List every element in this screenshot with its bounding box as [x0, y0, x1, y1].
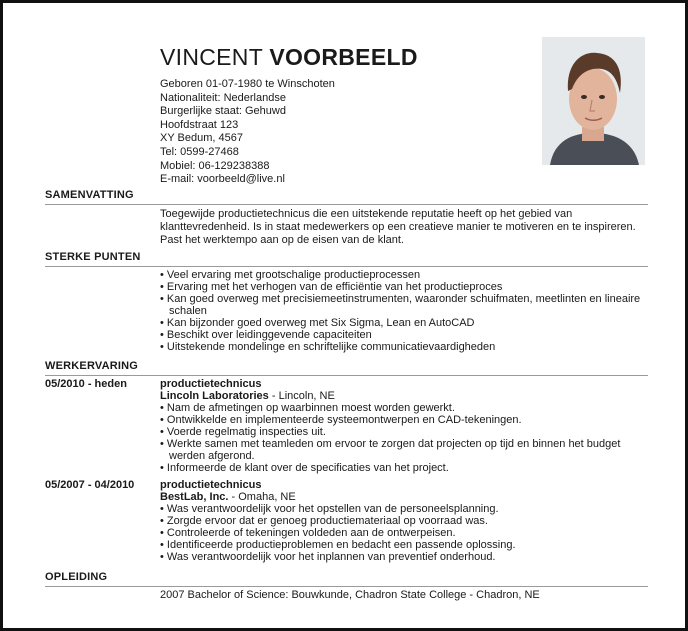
profile-photo [542, 37, 645, 165]
company-location: - Lincoln, NE [268, 390, 335, 402]
list-item: • Kan bijzonder goed overweg met Six Sigma, Lean en AutoCAD [160, 317, 650, 329]
list-item: • Nam de afmetingen op waarbinnen moest worden gewerkt. [160, 402, 650, 414]
candidate-name [160, 44, 418, 71]
job-title: productietechnicus [160, 479, 262, 491]
marital-status: Burgerlijke staat: Gehuwd [160, 105, 286, 118]
job-dates: 05/2010 - heden [45, 378, 127, 390]
job-duties-list [160, 402, 650, 474]
list-item: • Veel ervaring met grootschalige productieprocessen [160, 269, 650, 281]
job-dates: 05/2007 - 04/2010 [45, 479, 135, 491]
list-item: • Ervaring met het verhogen van de efficiëntie van het productieproces [160, 281, 650, 293]
list-item: • Controleerde of tekeningen voldeden aan de ontwerpeisen. [160, 527, 650, 539]
job-entry [160, 378, 650, 474]
contact-block [160, 78, 335, 187]
job-entry [160, 479, 650, 563]
mobile: Mobiel: 06-129238388 [160, 159, 270, 172]
company-location: - Omaha, NE [228, 491, 296, 503]
company-name: BestLab, Inc. [160, 491, 229, 503]
city-postal: XY Bedum, 4567 [160, 132, 243, 145]
nationality: Nationaliteit: Nederlandse [160, 91, 286, 104]
job-company-line [160, 390, 650, 402]
list-item: • Beschikt over leidinggevende capaciteiten [160, 329, 650, 341]
birth-info: Geboren 01-07-1980 te Winschoten [160, 78, 335, 90]
list-item: • Was verantwoordelijk voor het inplannen van preventief onderhoud. [160, 551, 650, 563]
education-text: 2007 Bachelor of Science: Bouwkunde, Chadron State College - Chadron, NE [160, 589, 540, 601]
section-heading-experience: WERKERVARING [45, 360, 139, 372]
list-item: • Informeerde de klant over de specificaties van het project. [160, 462, 650, 474]
first-name: VINCENT [160, 44, 263, 70]
job-duties-list [160, 503, 650, 563]
section-heading-education: OPLEIDING [45, 571, 108, 583]
portrait-icon [542, 37, 645, 165]
list-item: • Identificeerde productieproblemen en bedacht een passende oplossing. [160, 539, 650, 551]
section-divider [45, 266, 648, 267]
section-heading-strengths: STERKE PUNTEN [45, 251, 141, 263]
section-heading-summary: SAMENVATTING [45, 189, 134, 201]
last-name: VOORBEELD [269, 44, 418, 70]
section-divider [45, 375, 648, 376]
strengths-list [160, 269, 650, 353]
list-item: • Ontwikkelde en implementeerde systeemontwerpen en CAD-tekeningen. [160, 414, 650, 426]
email: E-mail: voorbeeld@live.nl [160, 173, 285, 186]
list-item: • Werkte samen met teamleden om ervoor te zorgen dat projecten op tijd en binnen het budget werden afgerond. [160, 438, 650, 462]
list-item: • Zorgde ervoor dat er genoeg productiemateriaal op voorraad was. [160, 515, 650, 527]
street-address: Hoofdstraat 123 [160, 118, 239, 131]
summary-text: Toegewijde productietechnicus die een uitstekende reputatie heeft op het gebied van klanttevredenheid. Is in staat medewerkers op een creatieve manier te motiveren en te inspireren. Past het werktempo aan op de eisen van de klant. [160, 208, 636, 246]
list-item: • Was verantwoordelijk voor het opstellen van de personeelsplanning. [160, 503, 650, 515]
phone: Tel: 0599-27468 [160, 145, 239, 158]
list-item: • Kan goed overweg met precisiemeetinstrumenten, waaronder schuifmaten, meetlinten en lineaire schalen [160, 293, 650, 317]
list-item: • Voerde regelmatig inspecties uit. [160, 426, 650, 438]
job-title: productietechnicus [160, 378, 262, 390]
section-divider [45, 586, 648, 587]
job-company-line [160, 491, 650, 503]
list-item: • Uitstekende mondelinge en schriftelijke communicatievaardigheden [160, 341, 650, 353]
company-name: Lincoln Laboratories [160, 390, 269, 402]
section-divider [45, 204, 648, 205]
